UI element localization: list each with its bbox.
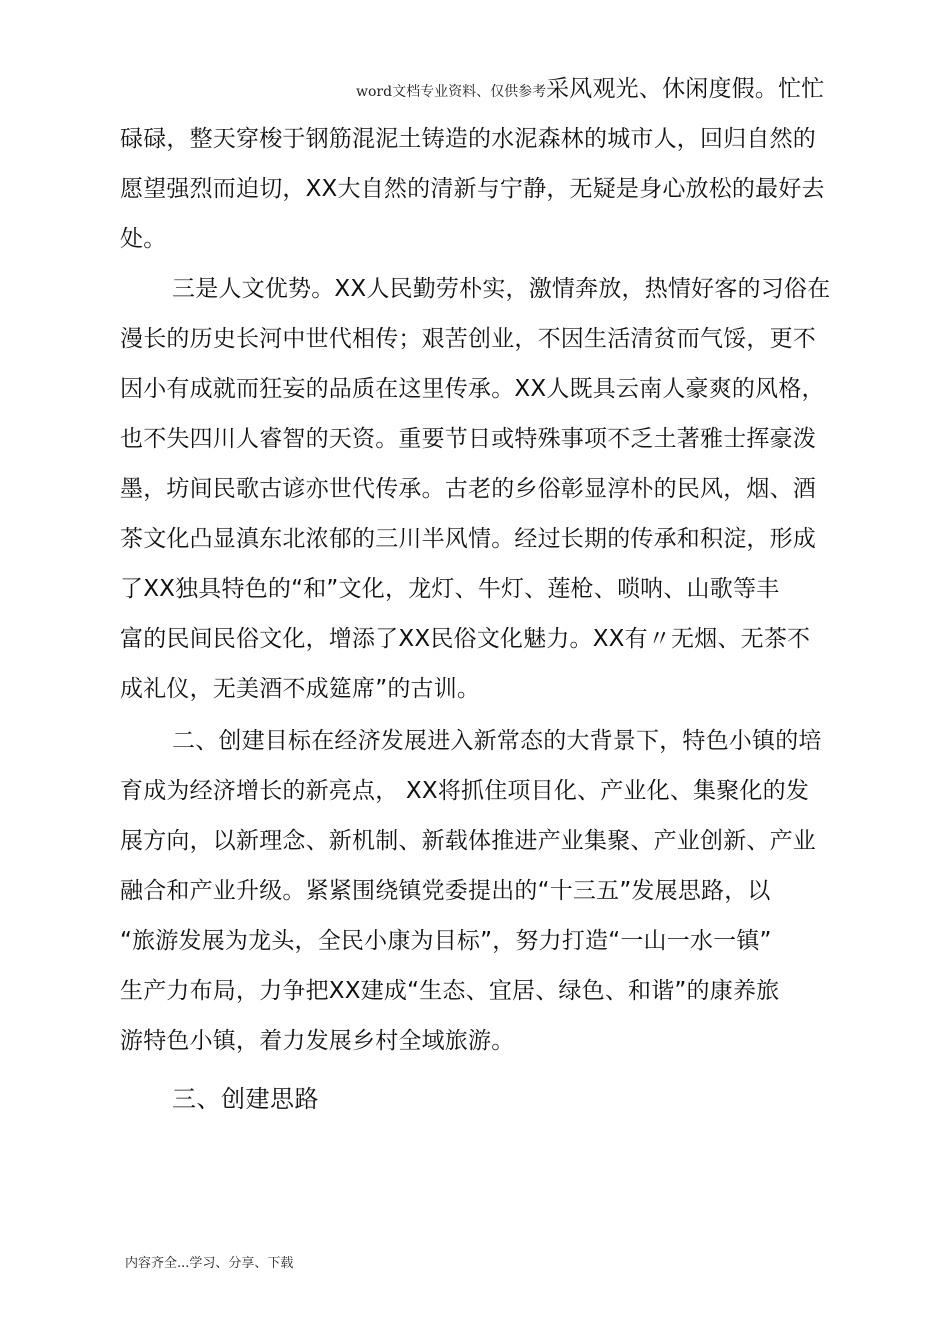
paragraph-1-line-3: 处。 [120, 226, 167, 252]
paragraph-2-line-9: 成礼仪，无美酒不成筵席”的古训。 [120, 676, 481, 702]
paragraph-3-line-4: 融合和产业升级。紧紧围绕镇党委提出的“十三五”发展思路，以 [120, 878, 771, 904]
header-continuation-text: 采风观光、休闲度假。忙忙 [546, 76, 825, 102]
paragraph-3-line-1: 二、创建目标在经济发展进入新常态的大背景下，特色小镇的培 [172, 728, 822, 754]
paragraph-2-line-3: 因小有成就而狂妄的品质在这里传承。XX人既具云南人豪爽的风格， [120, 376, 825, 402]
header-line [356, 74, 824, 107]
paragraph-2-line-5: 墨，坊间民歌古谚亦世代传承。古老的乡俗彰显淳朴的民风，烟、酒 [120, 476, 816, 502]
section-heading-3: 三、创建思路 [172, 1085, 319, 1113]
paragraph-3-line-7: 游特色小镇，着力发展乡村全域旅游。 [120, 1028, 515, 1054]
paragraph-3-line-3: 展方向，以新理念、新机制、新载体推进产业集聚、产业创新、产业 [120, 828, 816, 854]
page-footer: 内容齐全...学习、分享、下载 [125, 1256, 294, 1271]
paragraph-3-line-6: 生产力布局，力争把XX建成“生态、宜居、绿色、和谐”的康养旅 [120, 978, 780, 1004]
header-watermark-note: word文档专业资料、仅供参考 [356, 84, 547, 100]
paragraph-1-line-2: 愿望强烈而迫切，XX大自然的清新与宁静，无疑是身心放松的最好去 [120, 176, 825, 202]
paragraph-2-line-2: 漫长的历史长河中世代相传；艰苦创业，不因生活清贫而气馁，更不 [120, 326, 816, 352]
paragraph-3-line-5: “旅游发展为龙头，全民小康为目标”，努力打造“一山一水一镇” [120, 928, 772, 954]
paragraph-3-line-2: 育成为经济增长的新亮点， XX将抓住项目化、产业化、集聚化的发 [120, 778, 810, 804]
paragraph-2-line-8: 富的民间民俗文化，增添了XX民俗文化魅力。XX有〃无烟、无茶不 [120, 626, 811, 652]
paragraph-2-line-7: 了XX独具特色的“和”文化，龙灯、牛灯、莲枪、唢呐、山歌等丰 [120, 576, 780, 602]
paragraph-1-line-1: 碌碌，整天穿梭于钢筋混泥土铸造的水泥森林的城市人，回归自然的 [120, 126, 816, 152]
paragraph-2-line-4: 也不失四川人睿智的天资。重要节日或特殊事项不乏土著雅士挥豪泼 [120, 426, 816, 452]
paragraph-2-line-6: 茶文化凸显滇东北浓郁的三川半风情。经过长期的传承和积淀，形成 [120, 526, 816, 552]
paragraph-2-line-1: 三是人文优势。XX人民勤劳朴实，激情奔放，热情好客的习俗在 [172, 276, 831, 302]
